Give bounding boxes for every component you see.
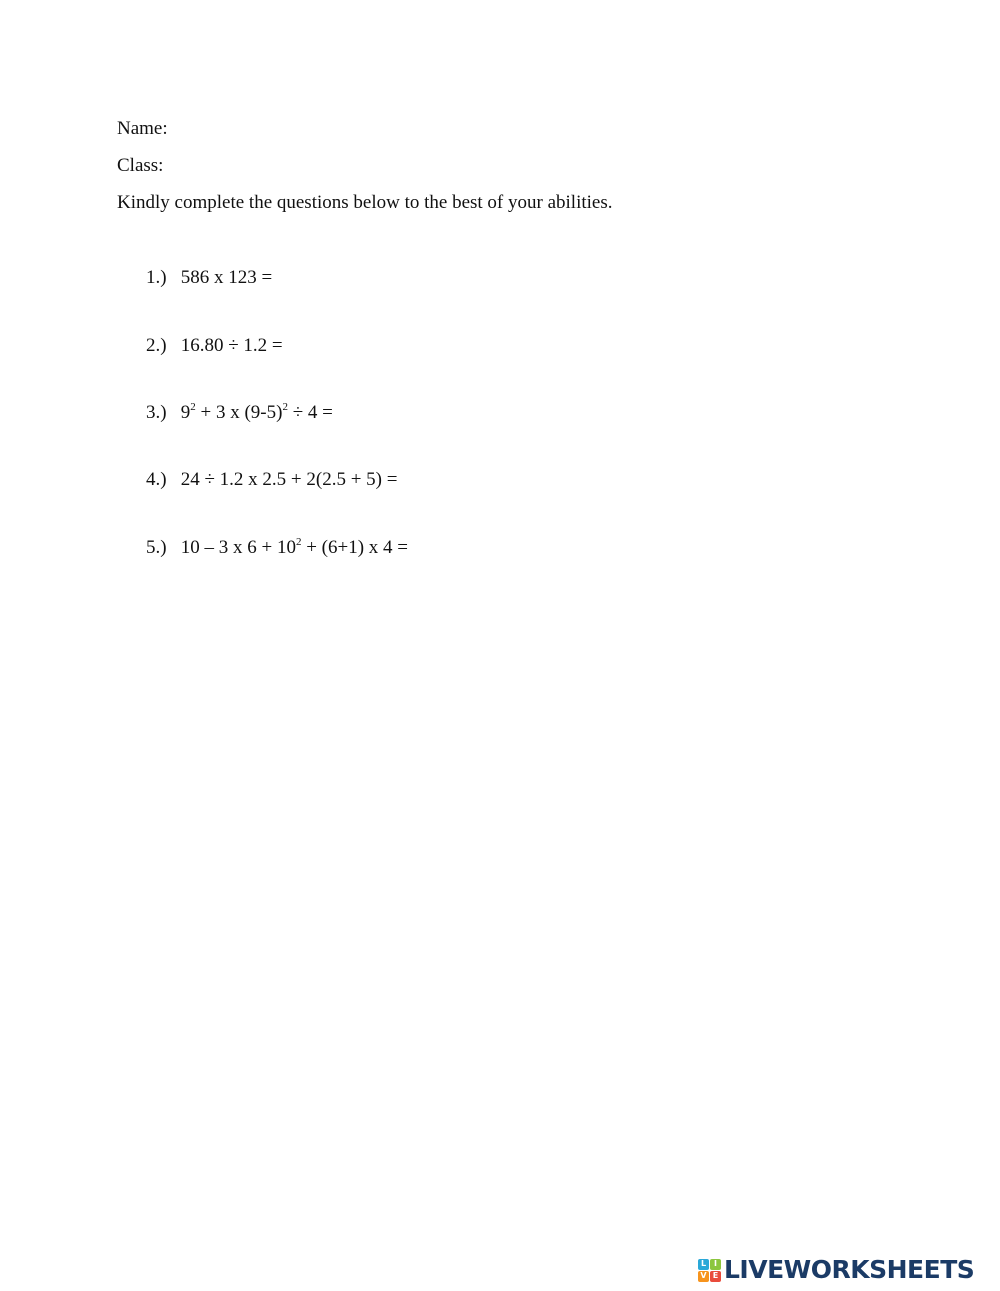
question-expression: 10 – 3 x $6 + 10^2 + (6+1)$ x 4 = [180,535,409,558]
question-5 [146,536,408,560]
question-4 [146,468,397,492]
logo-block-v: V [698,1271,709,1282]
question-number: 2.) [146,335,167,356]
class-label: Class: [117,155,164,176]
logo-blocks-icon [698,1259,721,1282]
question-2 [146,334,283,358]
exponent: 2 [295,535,302,548]
exponent: 2 [190,400,196,413]
question-expression: $9^2 + 3$ x $(9-5)^2 \div 4$ = [180,400,333,423]
question-number: 5.) [146,537,167,558]
question-number: 3.) [146,402,167,423]
logo-block-i: I [710,1259,721,1270]
question-3 [146,401,333,425]
question-number: 1.) [146,267,167,288]
logo-block-e: E [710,1271,721,1282]
logo-text: LIVEWORKSHEETS [724,1255,975,1284]
question-number: 4.) [146,469,167,490]
name-label: Name: [117,118,168,139]
question-expression: 16.80 ÷ 1.2 = [180,335,283,356]
liveworksheets-logo [698,1255,974,1285]
question-expression: 586 x 123 = [180,267,273,288]
question-expression: 24 ÷ 1.2 x 2.5 + 2(2.5 + 5) = [180,469,398,490]
logo-block-l: L [698,1259,709,1270]
question-1 [146,266,272,290]
instruction-text: Kindly complete the questions below to the best of your abilities. [117,192,613,213]
exponent: 2 [282,400,288,413]
